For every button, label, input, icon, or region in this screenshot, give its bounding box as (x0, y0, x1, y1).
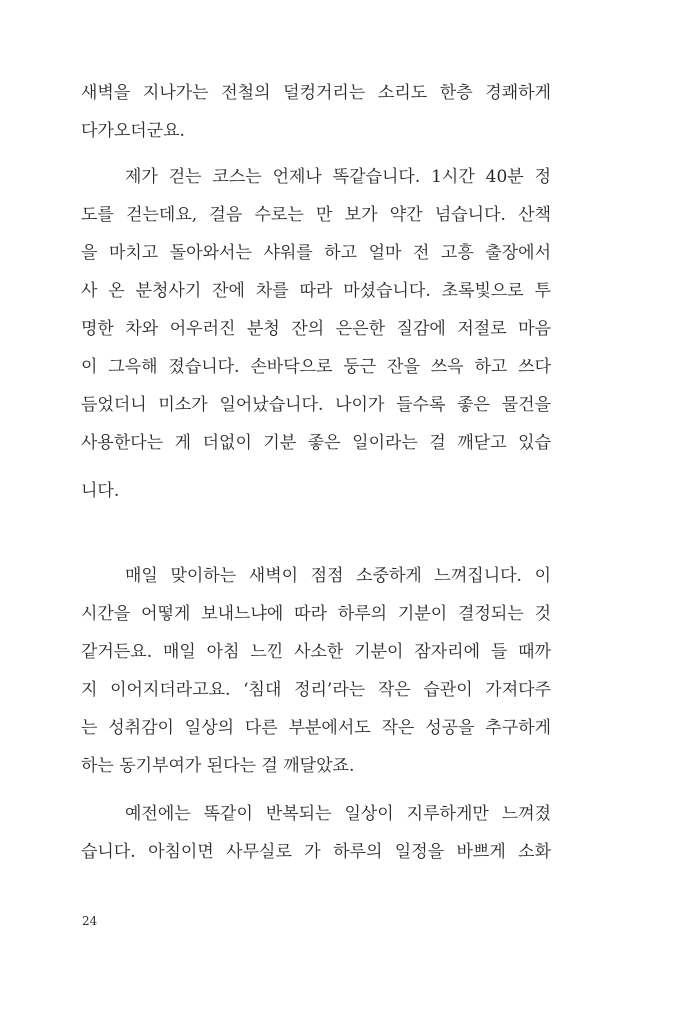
page-number: 24 (82, 914, 98, 928)
text-line: 지 이어지더라고요. ‘침대 정리’라는 작은 습관이 가져다주 (81, 680, 551, 700)
text-line: 니다. (81, 481, 120, 501)
text-line: 명한 차와 어우러진 분청 잔의 은은한 질감에 저절로 마음 (81, 319, 551, 339)
text-line: 시간을 어떻게 보내느냐에 따라 하루의 기분이 결정되는 것 (81, 604, 551, 624)
text-line: 사 온 분청사기 잔에 차를 따라 마셨습니다. 초록빛으로 투 (81, 281, 551, 301)
text-line: 새벽을 지나가는 전철의 덜컹거리는 소리도 한층 경쾌하게 (81, 83, 551, 103)
text-line: 습니다. 아침이면 사무실로 가 하루의 일정을 바쁘게 소화 (81, 842, 551, 862)
text-line: 사용한다는 게 더없이 기분 좋은 일이라는 걸 깨닫고 있습 (81, 433, 551, 453)
text-line: 을 마치고 돌아와서는 샤워를 하고 얼마 전 고흥 출장에서 (81, 243, 551, 263)
text-line: 이 그윽해 졌습니다. 손바닥으로 둥근 잔을 쓰윽 하고 쓰다 (81, 357, 551, 377)
text-line: 같거든요. 매일 아침 느낀 사소한 기분이 잠자리에 들 때까 (81, 642, 551, 662)
text-line: 는 성취감이 일상의 다른 부분에서도 작은 성공을 추구하게 (81, 718, 551, 738)
text-line: 제가 걷는 코스는 언제나 똑같습니다. 1시간 40분 정 (125, 167, 551, 187)
text-line: 하는 동기부여가 된다는 걸 깨달았죠. (81, 756, 355, 776)
text-line: 듬었더니 미소가 일어났습니다. 나이가 들수록 좋은 물건을 (81, 395, 551, 415)
text-line: 다가오더군요. (81, 121, 185, 141)
text-line: 매일 맞이하는 새벽이 점점 소중하게 느껴집니다. 이 (125, 566, 551, 586)
text-line: 도를 걷는데요, 걸음 수로는 만 보가 약간 넘습니다. 산책 (81, 205, 551, 225)
text-line: 예전에는 똑같이 반복되는 일상이 지루하게만 느껴졌 (125, 804, 551, 824)
